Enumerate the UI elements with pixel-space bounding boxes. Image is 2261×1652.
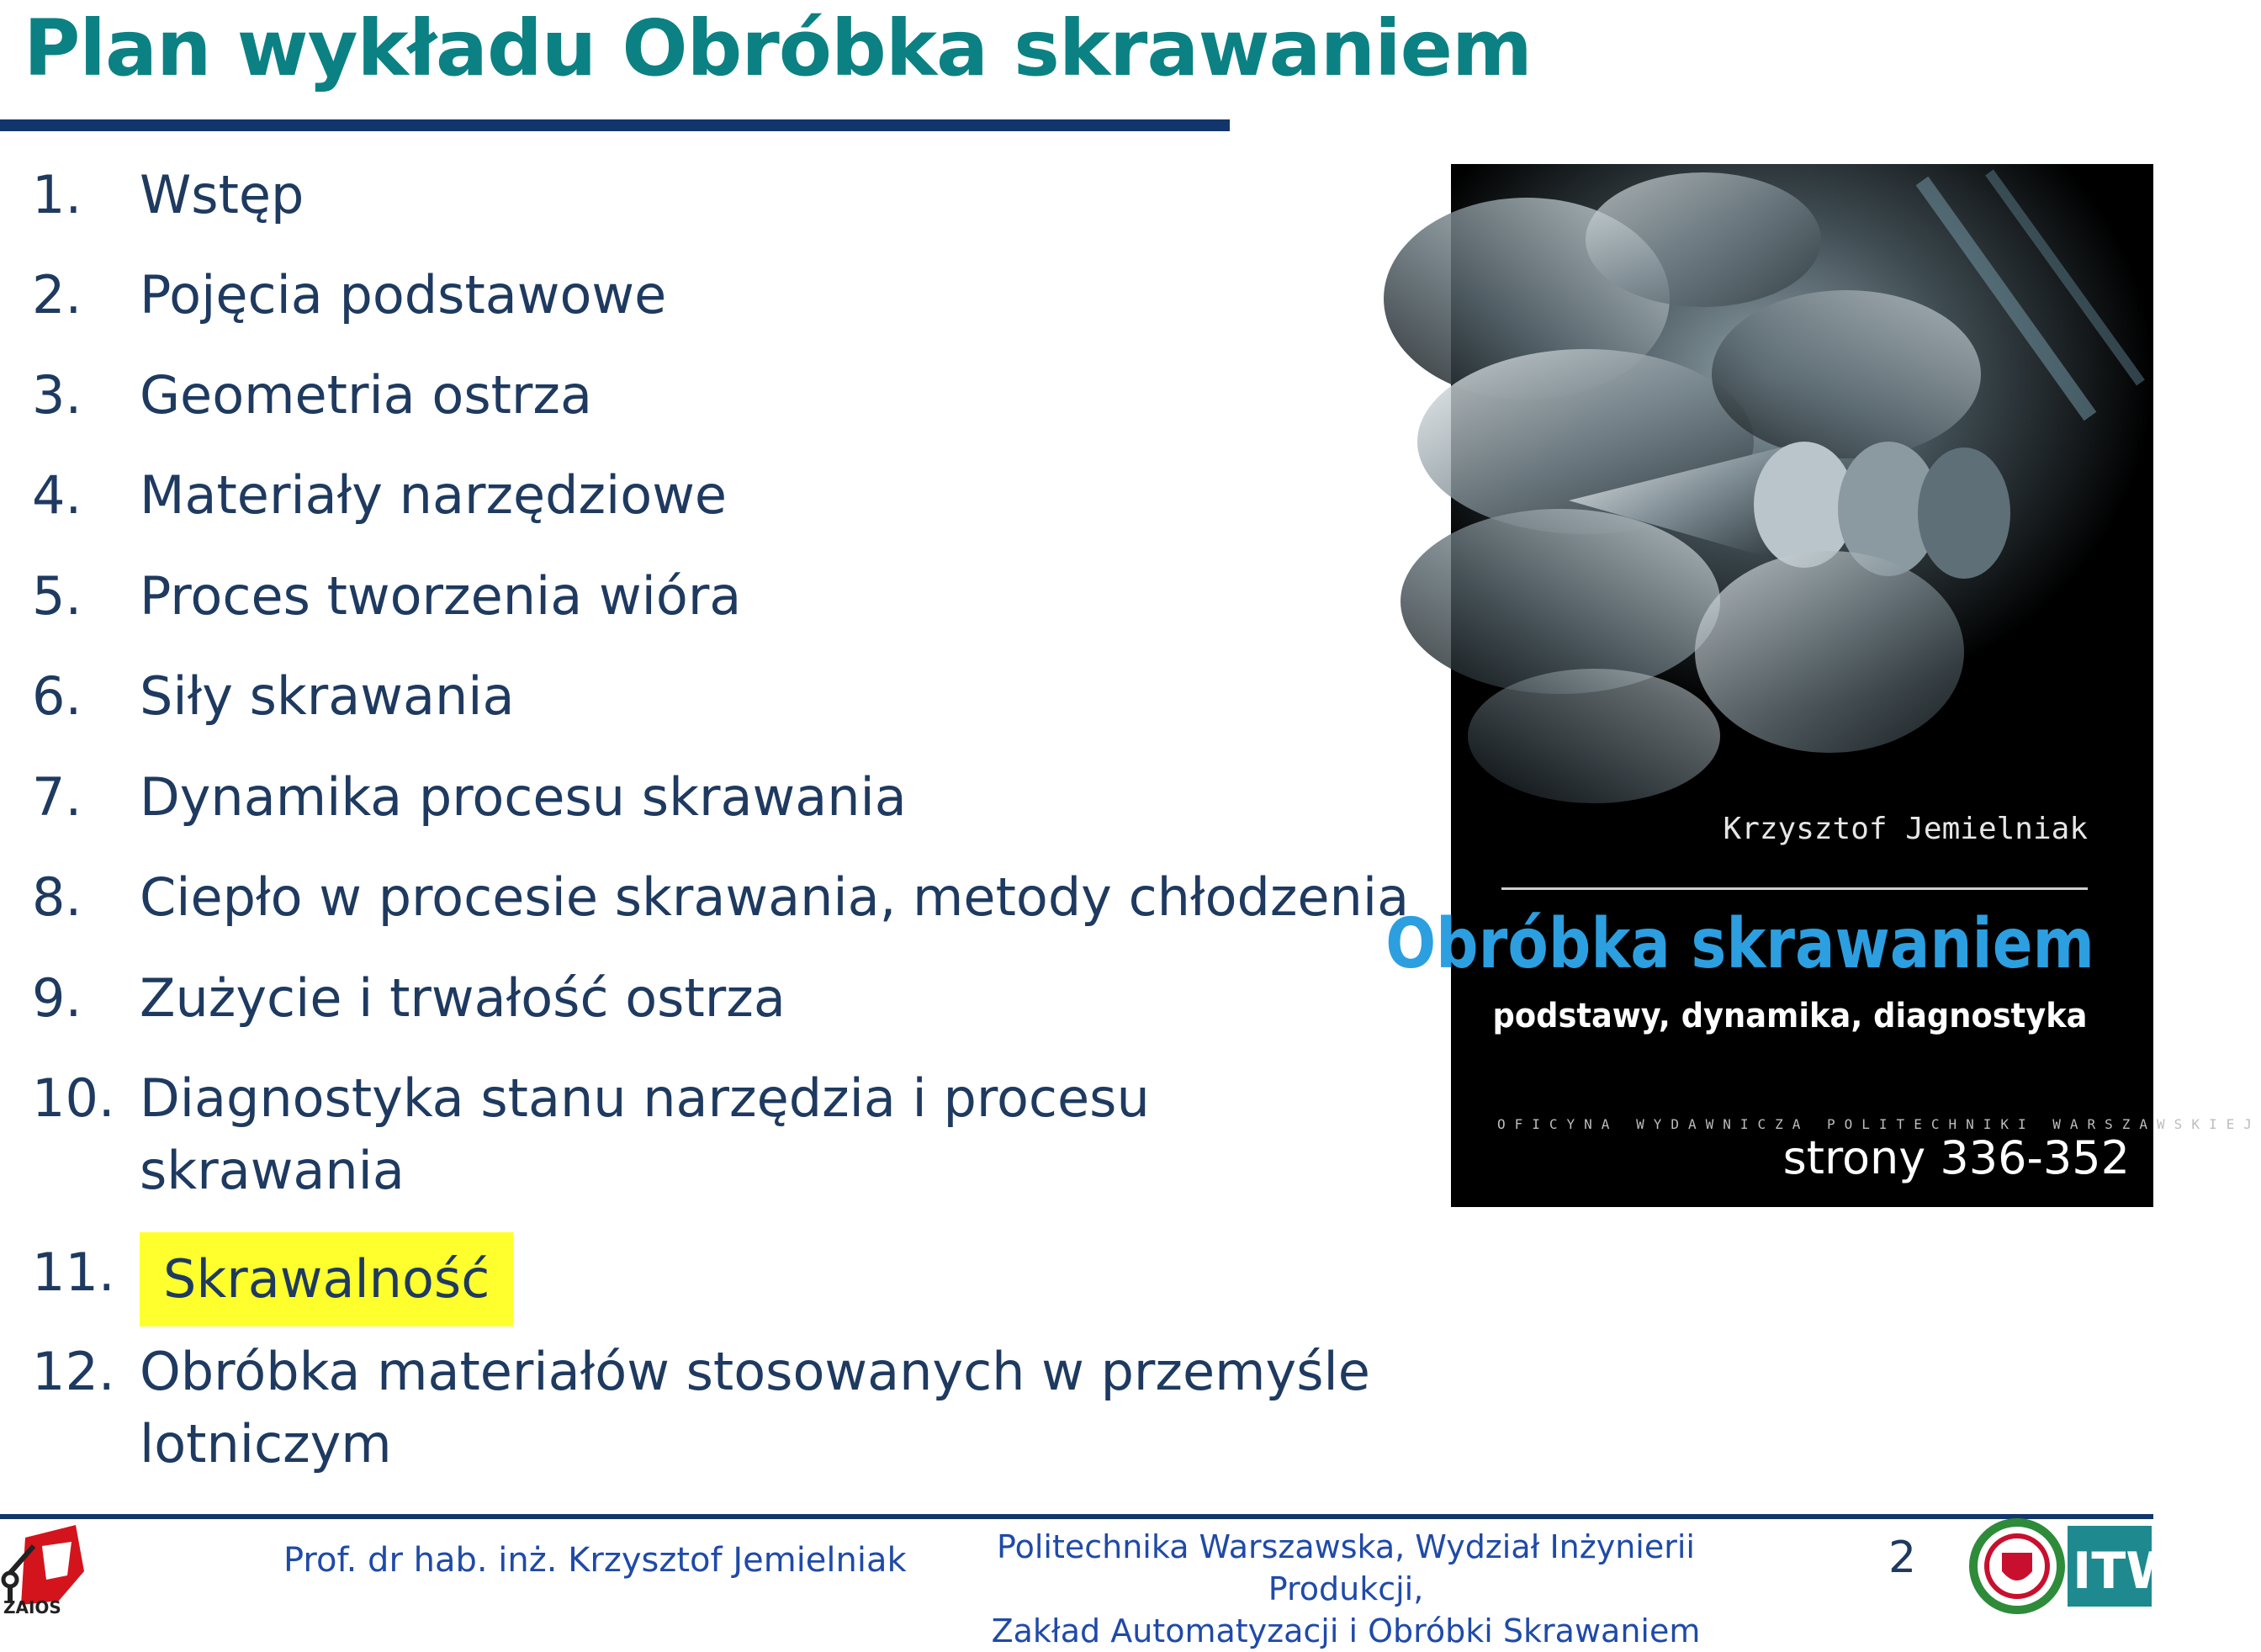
agenda-item-number: 3. — [32, 364, 82, 426]
agenda-item-label: Wstęp — [140, 164, 304, 225]
agenda-item-label: Zużycie i trwałość ostrza — [140, 967, 786, 1029]
agenda-item-label: Geometria ostrza — [140, 364, 592, 426]
book-publisher: OFICYNA WYDAWNICZA POLITECHNIKI WARSZAWSKIEJ — [1497, 1116, 2261, 1132]
agenda-item-label-continued: lotniczym — [140, 1413, 392, 1475]
footer-divider — [0, 1514, 2153, 1519]
book-cover-image — [1385, 164, 2261, 1207]
agenda-item-label: Ciepło w procesie skrawania, metody chłodzenia — [140, 866, 1410, 928]
agenda-item-number: 8. — [32, 866, 82, 928]
agenda-item-number: 11. — [32, 1242, 115, 1303]
agenda-item-label: Proces tworzenia wióra — [140, 565, 742, 627]
agenda-item-number: 9. — [32, 967, 82, 1029]
university-logos — [1968, 1519, 2182, 1617]
agenda-item-label: Siły skrawania — [140, 665, 515, 727]
agenda-item-label: Dynamika procesu skrawania — [140, 766, 907, 828]
agenda-item-number: 10. — [32, 1067, 115, 1129]
agenda-item-label: Pojęcia podstawowe — [140, 264, 667, 326]
book-subtitle: podstawy, dynamika, diagnostyka — [1492, 997, 2088, 1035]
book-author: Krzysztof Jemielniak — [1723, 812, 2088, 846]
agenda-item-label: Obróbka materiałów stosowanych w przemyśle — [140, 1341, 1370, 1402]
agenda-item-number: 7. — [32, 766, 82, 828]
agenda-item-label: Materiały narzędziowe — [140, 464, 728, 526]
agenda-item-label-highlighted: Skrawalność — [140, 1232, 513, 1326]
agenda-item-number: 4. — [32, 464, 82, 526]
agenda-item-label: Diagnostyka stanu narzędzia i procesu — [140, 1067, 1150, 1129]
agenda-item-number: 2. — [32, 264, 82, 326]
book-title: Obróbka skrawaniem — [1385, 904, 2094, 984]
slide-title: Plan wykładu Obróbka skrawaniem — [24, 3, 1532, 93]
agenda-item-number: 5. — [32, 565, 82, 627]
zaios-logo-text: ZAIOS — [3, 1597, 61, 1618]
agenda-item — [0, 1062, 1430, 1205]
agenda-item-number: 6. — [32, 665, 82, 727]
itw-logo-text: ITW — [2073, 1542, 2182, 1601]
footer-institution-line2: Zakład Automatyzacji i Obróbki Skrawaniem — [991, 1612, 1701, 1649]
title-underline — [0, 119, 1230, 131]
agenda-item-label-continued: skrawania — [140, 1140, 405, 1201]
book-divider — [1501, 887, 2088, 890]
footer-institution — [967, 1526, 1724, 1652]
agenda-item-number: 1. — [32, 164, 82, 225]
page-number: 2 — [1888, 1533, 1917, 1583]
agenda-item-number: 12. — [32, 1341, 115, 1402]
footer-institution-line1: Politechnika Warszawska, Wydział Inżynierii Produkcji, — [997, 1528, 1695, 1607]
footer-author: Prof. dr hab. inż. Krzysztof Jemielniak — [283, 1541, 907, 1580]
book-page-range: strony 336-352 — [1782, 1131, 2130, 1184]
machined-chips-illustration — [1451, 164, 2261, 1207]
agenda-item — [0, 1336, 1430, 1479]
zaios-logo — [0, 1521, 93, 1618]
